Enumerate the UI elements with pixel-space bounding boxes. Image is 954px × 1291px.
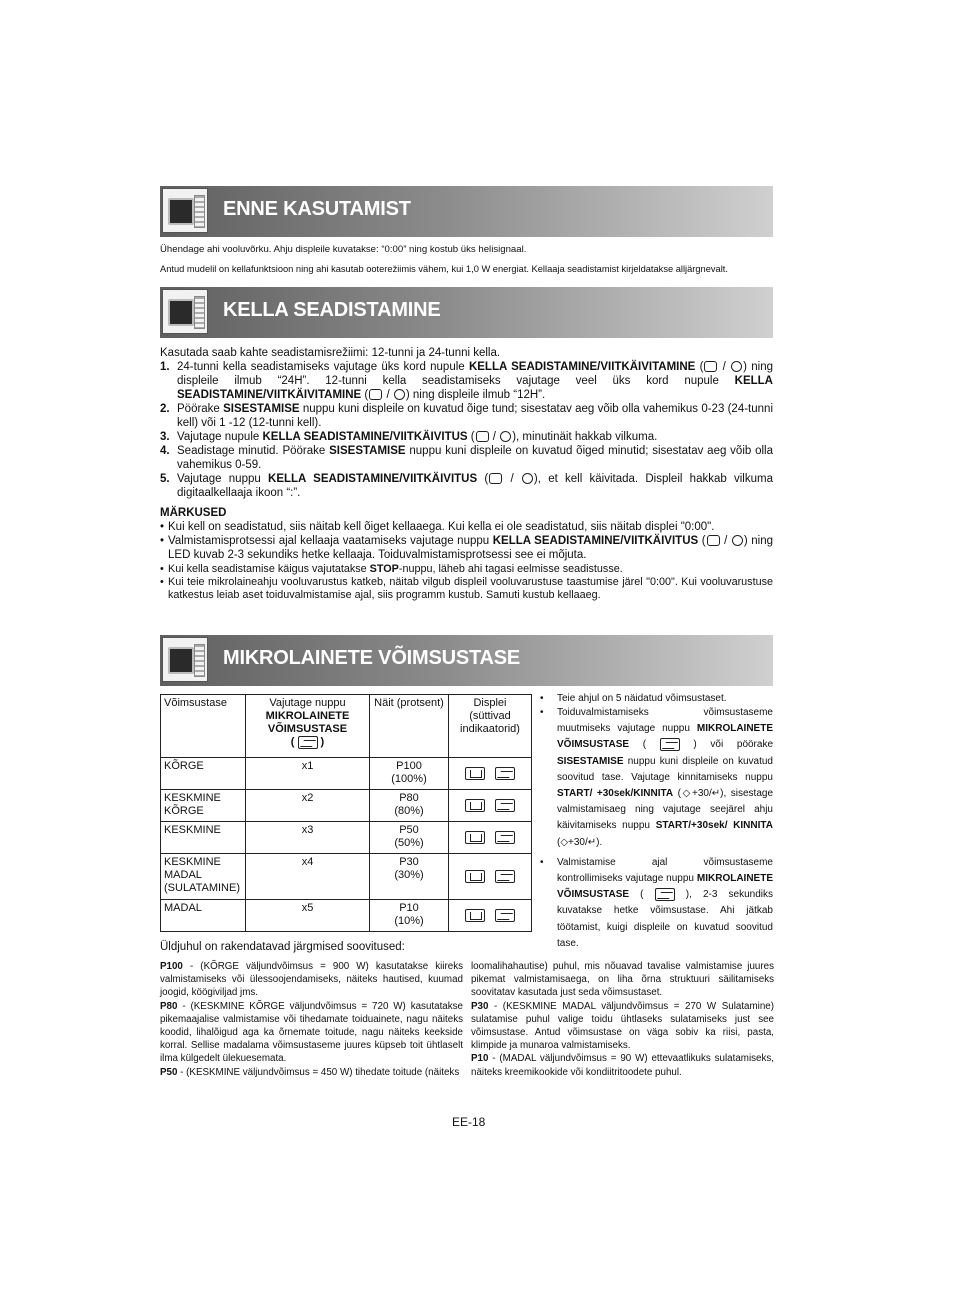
wave-indicator-icon: [465, 799, 485, 812]
microwave-power-icon: [655, 888, 675, 901]
microwave-icon: [162, 637, 208, 682]
timer-icon: [500, 431, 511, 442]
start-icon: ◇+30/↵: [560, 836, 597, 848]
timer-icon: [731, 361, 742, 372]
clock-set-icon: [707, 535, 720, 546]
table-row: KESKMINE x3 P50 (50%): [161, 822, 532, 854]
timer-icon: [732, 535, 743, 546]
section-title: MIKROLAINETE VÕIMSUSTASE: [223, 647, 521, 669]
rec-item: loomalihahautise) puhul, mis nõuavad tavalise valmistamise juures pikemat valmistamisaega, on liha õrna struktuuri säilitamiseks soovitatav kasutada just seda võimsustaset.: [471, 961, 774, 999]
kella-body: [160, 346, 773, 602]
table-row: KÕRGE x1 P100 (100%): [161, 758, 532, 790]
wave-indicator-icon: [465, 831, 485, 844]
clock-set-icon: [476, 431, 489, 442]
step-item: 1. 24-tunni kella seadistamiseks vajutage üks kord nupule KELLA SEADISTAMINE/VIITKÄIVITAMINE ( / ) ning displeile ilmub “24H”. 12-tunni kella seadistamiseks vajutage veel üks kord nupule KELLA SEADISTAMINE/VIITKÄIVITAMINE ( / ) ning displeile ilmub “12H”.: [160, 361, 773, 401]
start-icon: ◇+30/↵: [680, 788, 721, 800]
timer-icon: [394, 389, 405, 400]
microwave-icon: [162, 188, 208, 233]
wave-indicator-icon: [465, 909, 485, 922]
rec-item: P10 - (MADAL väljundvõimsus = 90 W) ettevaatlikuks sulatamiseks, näiteks kreemikookide või kondiitritoodete puhul.: [471, 1053, 774, 1078]
section-title: ENNE KASUTAMIST: [223, 198, 411, 220]
power-note-item: • Valmistamise ajal võimsustaseme kontrollimiseks vajutage nuppu MIKROLAINETE VÕIMSUSTASE ( ), 2-3 sekundiks kuvatakse hetke võimsustase. Ahi jätkab töötamist, kuigi displeile on kuvatud soovitud tase.: [540, 856, 773, 949]
rec-item: P80 - (KESKMINE KÕRGE väljundvõimsus = 720 W) kasutatakse pikemaajalise valmistamise või tihedamate toiduainete, nagu näiteks koodid, lihalõigud aga ka õrnemate toitude, nagu näiteks keekside korral. Sellise madalama võimsustaseme juures küpseb toit ühtlaselt ilma külgedelt ülekuesemata.: [160, 1000, 463, 1065]
clock-set-icon: [489, 473, 502, 484]
timer-icon: [522, 473, 533, 484]
general-note: Üldjuhul on rakendatavad järgmised soovitused:: [160, 941, 405, 953]
note-item: • Kui kell on seadistatud, siis näitab kell õiget kellaaega. Kui kella ei ole seadistatud, siis näitab displei "0:00".: [160, 521, 715, 533]
step-item: 2. Pöörake SISESTAMISE nuppu kuni displeile on kuvatud õige tund; sisestatav aeg võib olla vahemikus 0-23 (24-tunni kell) või 1 -12 (12-tunni kell).: [160, 403, 773, 429]
note-item: • Kui teie mikrolaineahju vooluvarustus katkeb, näitab vilgub displeil vooluvarustuse taastumise järel "0:00". Kui vooluvarustuse katkestus leiab aset toiduvalmistamise ajal, siis programm kustub. Samuti kustub kellaaeg.: [160, 576, 773, 601]
section-title: KELLA SEADISTAMINE: [223, 299, 441, 321]
microwave-indicator-icon: [495, 767, 515, 780]
table-row: KESKMINE KÕRGE x2 P80 (80%): [161, 790, 532, 822]
power-note-item: • Teie ahjul on 5 näidatud võimsustaset.: [540, 693, 727, 704]
step-item: 3. Vajutage nupule KELLA SEADISTAMINE/VIITKÄIVITUS ( / ), minutinäit hakkab vilkuma.: [160, 431, 658, 443]
section-header-kella: [160, 287, 773, 338]
microwave-icon: [162, 289, 208, 334]
clock-set-icon: [704, 361, 717, 372]
clock-set-icon: [369, 389, 382, 400]
table-row: MADAL x5 P10 (10%): [161, 900, 532, 932]
recommendations-col-2: [471, 960, 774, 1079]
microwave-indicator-icon: [495, 831, 515, 844]
microwave-power-icon: [660, 738, 680, 751]
note-item: • Kui kella seadistamise käigus vajutatakse STOP-nuppu, läheb ahi tagasi eelmisse seadistusse.: [160, 563, 623, 575]
microwave-indicator-icon: [495, 870, 515, 883]
enne-p2: Antud mudelil on kellafunktsioon ning ahi kasutab ooterežiimis vähem, kui 1,0 W energiat. Kellaaja seadistamist kirjeldatakse alljärgnevalt.: [160, 264, 728, 274]
wave-indicator-icon: [465, 767, 485, 780]
rec-item: P100 - (KÕRGE väljundvõimsus = 900 W) kasutatakse kiireks valmistamiseks või ülessoojendamiseks, näiteks hautised, kuumad joogid, köögiviljad jms.: [160, 961, 463, 999]
rec-item: P30 - (KESKMINE MADAL väljundvõimsus = 270 W Sulatamine) sulatamise puhul valige toidu ühtlaseks sulatamiseks just see võimsustase. Antud võimsustase on väga sobiv ka riisi, pasta, klimpide ja munaroa valmistamiseks.: [471, 1000, 774, 1052]
note-item: • Valmistamisprotsessi ajal kellaaja vaatamiseks vajutage nuppu KELLA SEADISTAMINE/VIITKÄIVITUS ( / ) ning LED kuvab 2-3 sekundiks hetke kellaaja. Toiduvalmistamisprotsessi see ei mõjuta.: [160, 535, 773, 561]
power-level-table: [160, 694, 532, 932]
rec-item: P50 - (KESKMINE väljundvõimsus = 450 W) tihedate toitude (näiteks: [160, 1066, 460, 1078]
microwave-indicator-icon: [495, 909, 515, 922]
enne-p1: Ühendage ahi vooluvõrku. Ahju displeile kuvatakse: “0:00” ning kostub üks helisignaal.: [160, 244, 527, 255]
step-item: 4. Seadistage minutid. Pöörake SISESTAMISE nuppu kuni displeile on kuvatud õiged minutid; sisestatav aeg võib olla vahemikus 0-59.: [160, 445, 773, 471]
step-item: 5. Vajutage nuppu KELLA SEADISTAMINE/VIITKÄIVITUS ( / ), et kell käivitada. Displeil hakkab vilkuma digitaalkellaaja ikoon “:”.: [160, 473, 773, 499]
table-row: KESKMINE MADAL (SULATAMINE) x4 P30 (30%): [161, 854, 532, 900]
notes-title: MÄRKUSED: [160, 507, 227, 519]
power-notes: [540, 692, 773, 952]
table-header-row: Võimsustase Vajutage nuppu MIKROLAINETE VÕIMSUSTASE ( ) Näit (protsent) Displei (süttivad indikaatorid): [161, 695, 532, 758]
section-header-mikro: [160, 635, 773, 686]
section-header-enne: [160, 186, 773, 237]
power-note-item: • Toiduvalmistamiseks võimsustaseme muutmiseks vajutage nuppu MIKROLAINETE VÕIMSUSTASE ( ) või pöörake SISESTAMISE nuppu kuni displeile on kuvatud soovitud tase. Vajutage kinnitamiseks nuppu START/ +30sek/KINNITA (◇+30/↵), sisestage valmistamisaeg ning vajutage seejärel ahju käivitamiseks nuppu START/+30sek/ KINNITA (◇+30/↵).: [540, 707, 774, 848]
kella-intro: Kasutada saab kahte seadistamisrežiimi: 12-tunni ja 24-tunni kella.: [160, 347, 501, 359]
page-number: EE-18: [452, 1115, 486, 1129]
wave-indicator-icon: [465, 870, 485, 883]
microwave-power-icon: [298, 736, 318, 749]
recommendations-col-1: [160, 960, 463, 1079]
microwave-indicator-icon: [495, 799, 515, 812]
